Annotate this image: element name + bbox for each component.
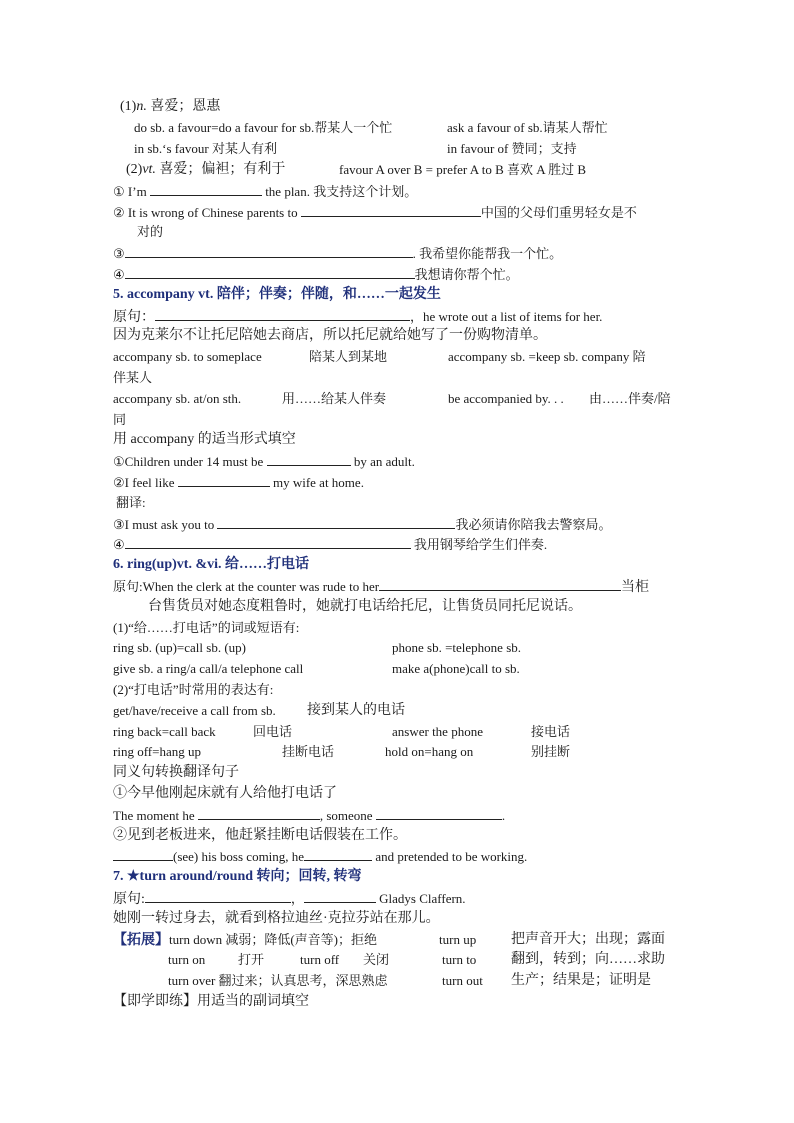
ex4-number: ④	[113, 267, 125, 282]
favour-verb-phrase: favour A over B = prefer A to B 喜欢 A 胜过 B	[339, 162, 587, 177]
accompany-q3	[113, 515, 611, 534]
q4-blank[interactable]	[125, 535, 411, 549]
accompany-phrase-4-en: be accompanied by. . .	[448, 391, 564, 406]
s1-blank-2[interactable]	[376, 806, 502, 820]
turn-original	[113, 889, 466, 909]
ring-row3-a: get/have/receive a call from sb.	[113, 703, 276, 718]
favour-noun-line	[120, 98, 220, 116]
ring-orig-text: 原句:When the clerk at the counter was rude to her	[113, 579, 380, 594]
orig-label: 原句：	[113, 310, 155, 325]
ring-row4-d: 接电话	[531, 724, 571, 739]
ring-original	[113, 577, 649, 597]
q2-text-b: my wife at home.	[269, 475, 364, 490]
ex2-number: ②	[113, 205, 125, 220]
favour-exercise-4	[113, 265, 519, 284]
orig-text: ，he wrote out a list of items for her.	[410, 309, 603, 324]
favour-phrase-1: do sb. a favour=do a favour for sb.帮某人一个忙	[134, 120, 393, 135]
ext-1a: turn down 减弱；降低(声音等)；拒绝	[169, 932, 377, 947]
turn-orig-blank-1[interactable]	[145, 889, 291, 903]
noun-pos: n.	[136, 99, 147, 114]
ex1-text-a: I’m	[124, 184, 150, 199]
favour-phrase-2: ask a favour of sb.请某人帮忙	[447, 120, 608, 135]
q1-text-b: by an adult.	[350, 454, 415, 469]
ring-row3-b: 接到某人的电话	[307, 703, 405, 718]
ex3-number: ③	[113, 246, 125, 261]
ex2-blank[interactable]	[301, 203, 481, 217]
ring-sec2: (2)“打电话”时常用的表达有:	[113, 682, 274, 697]
turn-ext-3b: turn out	[442, 973, 483, 988]
turn-translation: 她刚一转过身去，就看到格拉迪丝·克拉芬站在那儿。	[113, 911, 440, 926]
s2-text-a: (see) his boss coming, he	[173, 849, 305, 864]
turn-ext-2c: turn off	[300, 952, 340, 967]
ex1-number: ①	[113, 184, 125, 199]
accompany-phrase-1-en: accompany sb. to someplace	[113, 349, 262, 364]
ring-orig-tail: 当柜	[621, 580, 650, 595]
favour-phrase-3: in sb.‘s favour 对某人有利	[134, 141, 277, 156]
ex3-blank[interactable]	[125, 244, 413, 258]
s1-text-b: , someone	[319, 808, 376, 823]
q3-blank[interactable]	[217, 515, 455, 529]
noun-meaning: 喜爱；恩惠	[146, 99, 221, 114]
accompany-original	[113, 307, 602, 327]
accompany-phrase-2-en: accompany sb. =keep sb. company 陪	[448, 349, 646, 364]
s2-text-b: and pretended to be working.	[372, 849, 528, 864]
turn-ext-1c: 把声音开大；出现；露面	[511, 932, 665, 947]
accompany-phrase-2-cont: 伴某人	[113, 370, 153, 385]
ring-task: 同义句转换翻译句子	[113, 765, 239, 780]
s1-text-a: The moment he	[113, 808, 198, 823]
verb-pos: vt.	[142, 162, 156, 177]
turn-ext-3c: 生产；结果是；证明是	[511, 973, 651, 988]
turn-ext-1b: turn up	[439, 932, 477, 947]
ring-row2-b: make a(phone)call to sb.	[392, 661, 520, 676]
favour-exercise-2-cont: 对的	[137, 224, 164, 239]
ex4-text-b: 我想请你帮个忙。	[414, 267, 519, 282]
accompany-orig-blank[interactable]	[155, 307, 410, 321]
q2-text-a: ②I feel like	[113, 475, 178, 490]
turn-orig-end: Gladys Claffern.	[375, 891, 466, 906]
ring-row5-a: ring off=hang up	[113, 744, 201, 759]
ring-s1-en	[113, 806, 505, 825]
favour-exercise-3	[113, 244, 562, 263]
noun-prefix: (1)	[120, 99, 137, 114]
ring-row5-b: 挂断电话	[282, 744, 335, 759]
ring-row4-b: 回电话	[253, 724, 293, 739]
q3-text-a: ③I must ask you to	[113, 517, 218, 532]
accompany-heading: 5. accompany vt. 陪伴；伴奏；伴随，和……一起发生	[113, 287, 441, 302]
ring-orig-blank[interactable]	[379, 577, 621, 591]
accompany-translate-label: 翻译:	[116, 495, 146, 510]
turn-orig-mid: ，	[290, 891, 304, 906]
ex2-text-b: 中国的父母们重男轻女是不	[480, 205, 637, 220]
ring-s2-en	[113, 847, 527, 866]
turn-ext-2d: 关闭	[363, 952, 390, 967]
accompany-translation: 因为克莱尔不让托尼陪她去商店，所以托尼就给她写了一份购物清单。	[113, 328, 547, 343]
accompany-phrase-3-en: accompany sb. at/on sth.	[113, 391, 242, 406]
s1-text-c: .	[501, 808, 506, 823]
turn-ext-2b: 打开	[238, 952, 265, 967]
q2-blank[interactable]	[178, 473, 270, 487]
ring-row1-a: ring sb. (up)=call sb. (up)	[113, 640, 246, 655]
ex1-text-b: the plan. 我支持这个计划。	[261, 184, 418, 199]
ring-s1-cn: ①今早他刚起床就有人给他打电话了	[113, 786, 337, 801]
q3-text-b: 我必须请你陪我去警察局。	[455, 517, 612, 532]
turn-ext-2a: turn on	[168, 952, 206, 967]
verb-meaning: 喜爱；偏袒；有利于	[155, 162, 286, 177]
s1-blank-1[interactable]	[198, 806, 320, 820]
q4-text-b: 我用钢琴给学生们伴奏.	[410, 537, 548, 552]
favour-phrase-4: in favour of 赞同；支持	[447, 141, 577, 156]
ring-row5-c: hold on=hang on	[385, 744, 474, 759]
ring-row4-a: ring back=call back	[113, 724, 216, 739]
turn-practice: 【即学即练】用适当的副词填空	[113, 994, 309, 1009]
ring-heading: 6. ring(up)vt. &vi. 给……打电话	[113, 557, 309, 572]
ring-row5-d: 别挂断	[531, 744, 571, 759]
ring-row2-a: give sb. a ring/a call/a telephone call	[113, 661, 304, 676]
ring-s2-cn: ②见到老板进来，他赶紧挂断电话假装在工作。	[113, 828, 407, 843]
ex3-text-b: . 我希望你能帮我一个忙。	[412, 246, 563, 261]
turn-orig-blank-2[interactable]	[304, 889, 376, 903]
turn-ext-3a: turn over 翻过来；认真思考，深思熟虑	[168, 973, 388, 988]
accompany-q1	[113, 452, 415, 471]
accompany-q2	[113, 473, 364, 492]
accompany-q4	[113, 535, 547, 554]
favour-exercise-1	[113, 182, 417, 201]
ext-label: 【拓展】	[113, 933, 169, 948]
accompany-phrase-4-cont: 同	[113, 412, 127, 427]
turn-heading: 7. ★turn around/round 转向；回转, 转弯	[113, 869, 362, 884]
turn-ext-2e: turn to	[442, 952, 477, 967]
ex2-text-a: It is wrong of Chinese parents to	[124, 205, 301, 220]
ex1-blank[interactable]	[150, 182, 262, 196]
q4-text-a: ④	[113, 537, 125, 552]
ex4-blank[interactable]	[125, 265, 415, 279]
ring-original-cont: 台售货员对她态度粗鲁时，她就打电话给托尼，让售货员同托尼说话。	[148, 599, 582, 614]
accompany-task: 用 accompany 的适当形式填空	[113, 432, 296, 447]
s2-blank-1[interactable]	[113, 847, 173, 861]
ring-row1-b: phone sb. =telephone sb.	[392, 640, 522, 655]
ring-sec1: (1)“给……打电话”的词或短语有:	[113, 620, 300, 635]
q1-text-a: ①Children under 14 must be	[113, 454, 267, 469]
accompany-phrase-3-cn: 用……给某人伴奏	[282, 391, 387, 406]
accompany-phrase-4-cn: 由……伴奏/陪	[589, 391, 671, 406]
verb-prefix: (2)	[126, 162, 143, 177]
turn-ext-2f: 翻到，转到；向……求助	[511, 952, 665, 967]
favour-verb-line	[126, 161, 285, 179]
s2-blank-2[interactable]	[304, 847, 372, 861]
q1-blank[interactable]	[267, 452, 351, 466]
turn-orig-label: 原句:	[113, 892, 145, 907]
accompany-phrase-1-cn: 陪某人到某地	[309, 349, 388, 364]
favour-exercise-2	[113, 203, 637, 222]
ring-row4-c: answer the phone	[392, 724, 483, 739]
turn-ext-line1	[113, 931, 377, 950]
